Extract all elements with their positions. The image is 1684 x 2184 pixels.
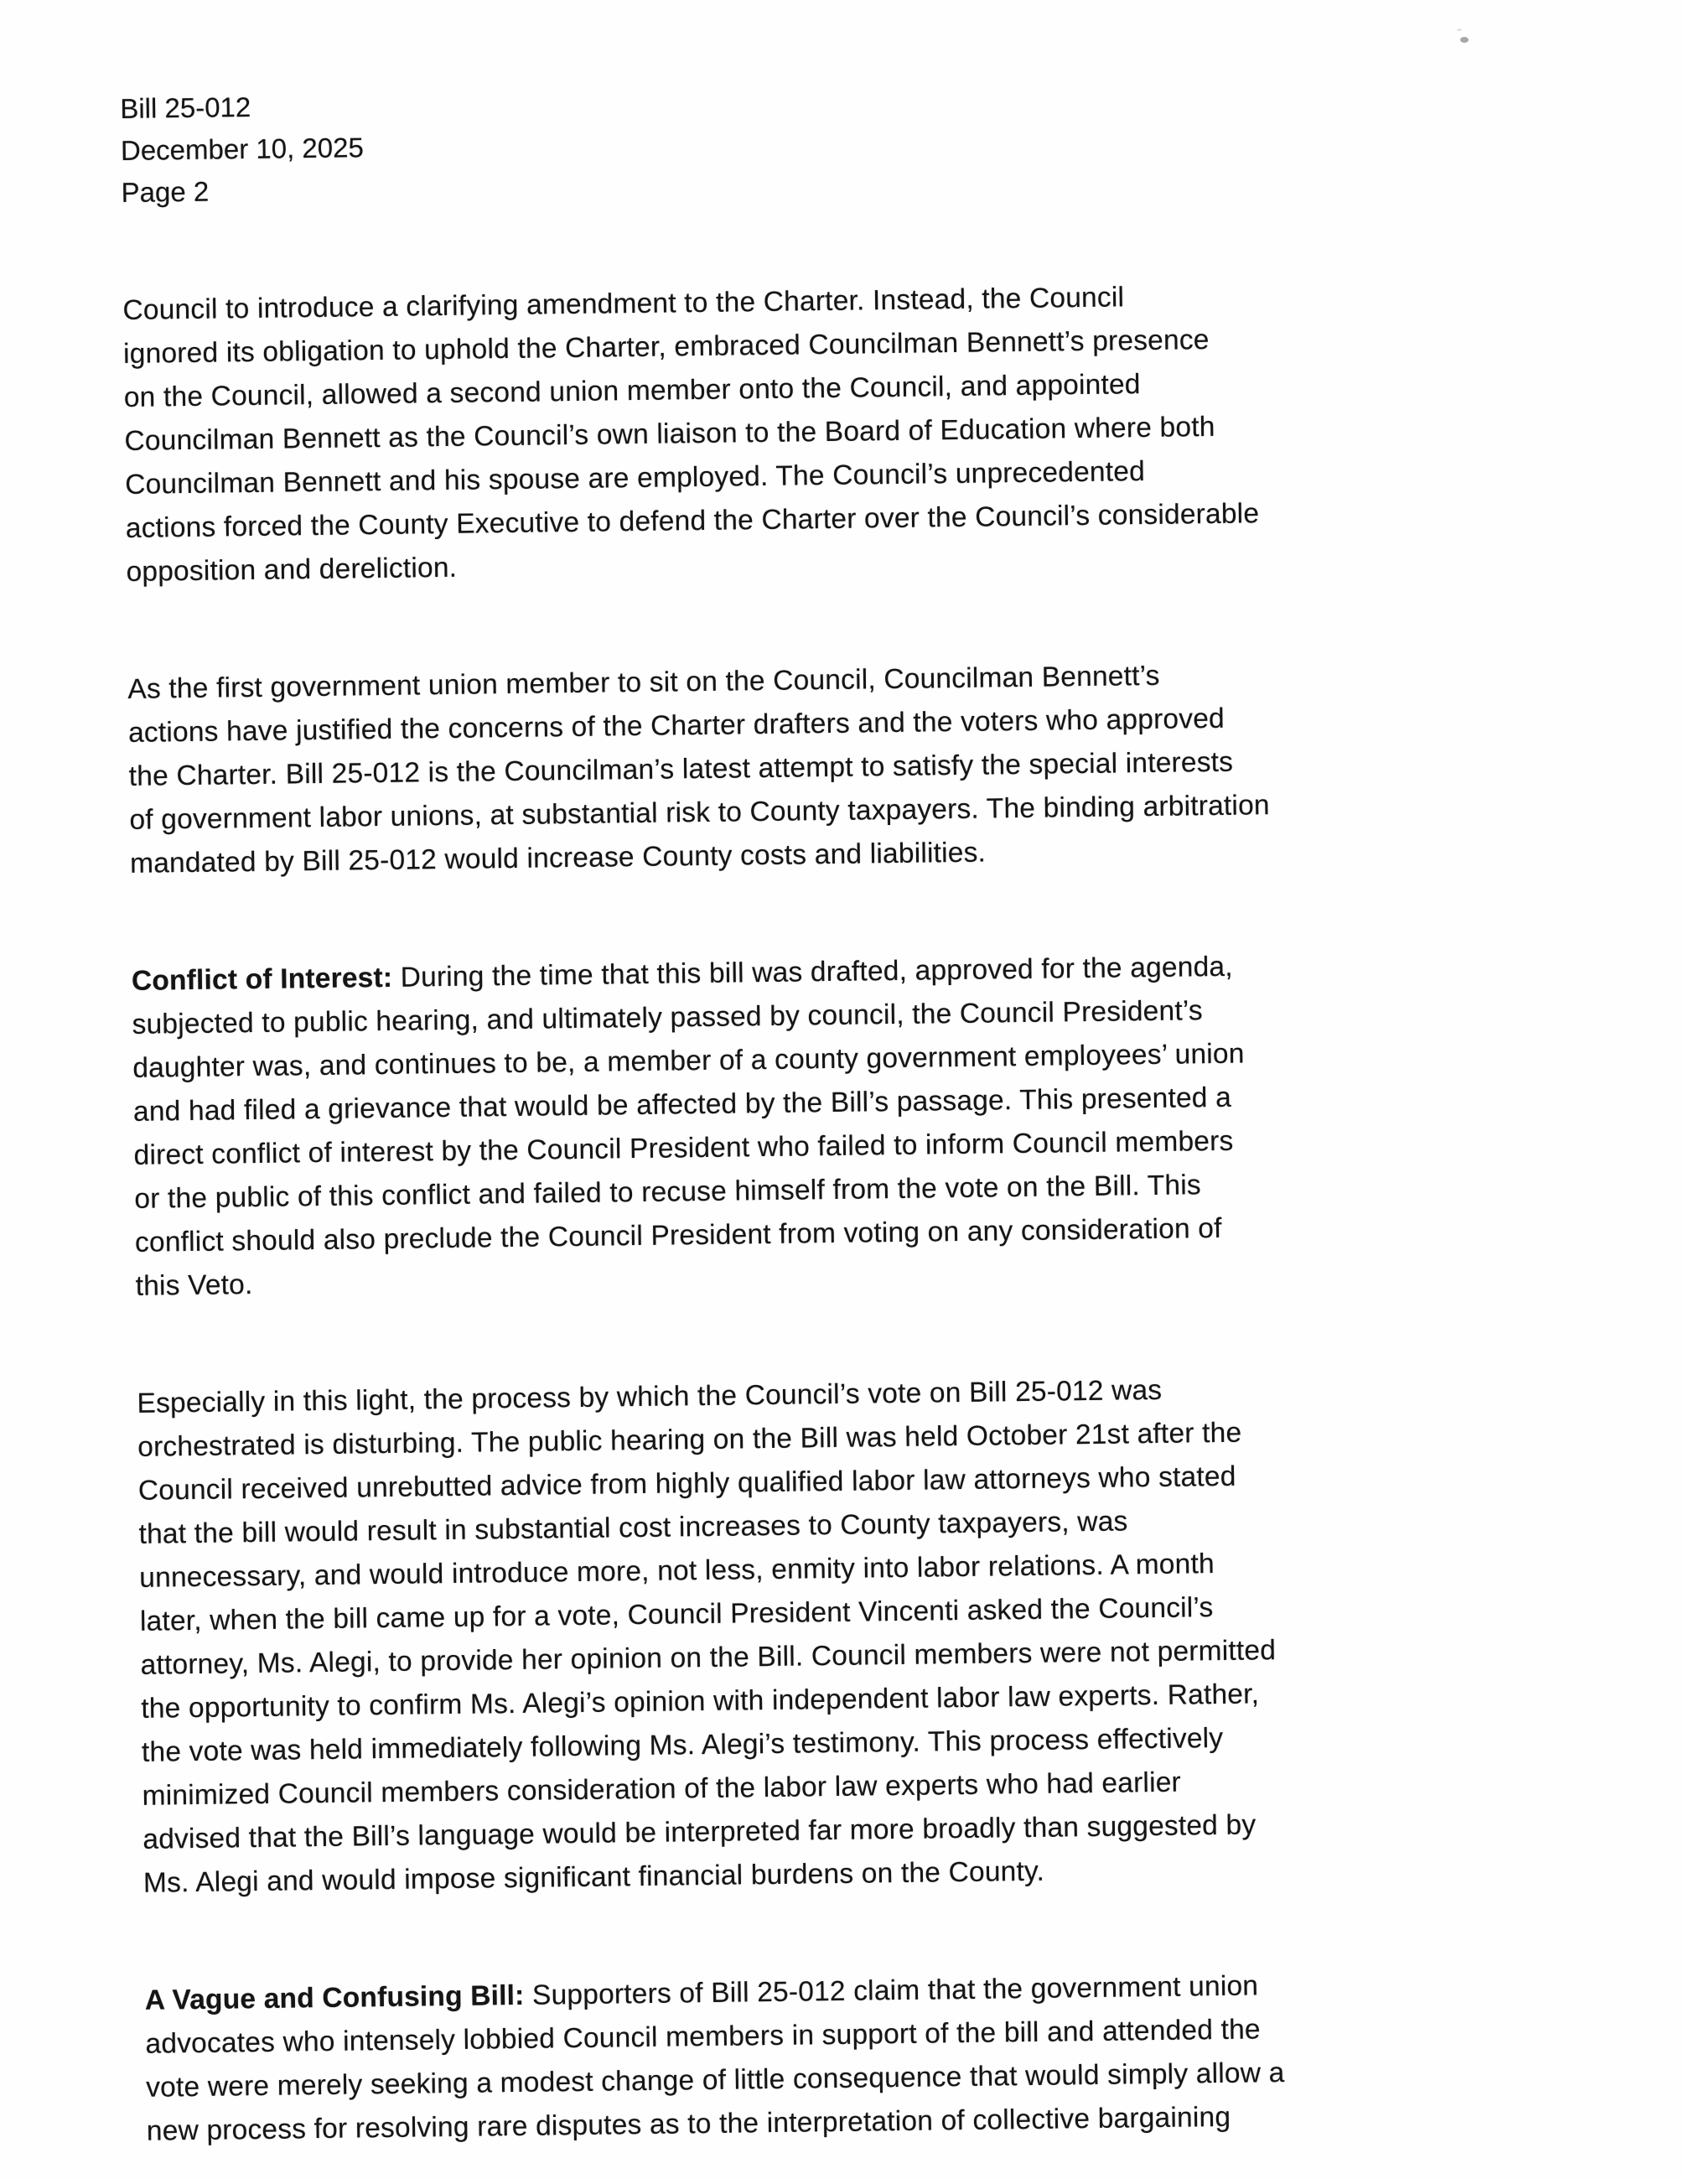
paragraph-text: As the first government union member to sit on the Council, Councilman Bennett’s actions have justified the concerns of the Charter drafters and the voters who approved the Charter. Bill 25-012 is the Councilman’s latest attempt to satisfy the special interests of government labor unions, at substantial risk to County taxpayers. The binding arbitration mandated by Bill 25-012 would increase County costs and liabilities. (127, 661, 1270, 879)
paragraph-lead-conflict-of-interest: Conflict of Interest: (132, 962, 393, 997)
paragraph-text: Especially in this light, the process by which the Council’s vote on Bill 25-012 was orchestrated is disturbing. The public hearing on the Bill was held October 21st after the Council received unrebutted advice from highly qualified labor law attorneys who stated that the bill would result in substantial cost increases to County taxpayers, was unnecessary, and would introduce more, not less, enmity into labor relations. A month later, when the bill came up for a vote, Council President Vincenti asked the Council’s attorney, Ms. Alegi, to provide her opinion on the Bill. Council members were not permitted the opportunity to confirm Ms. Alegi’s opinion with independent labor law experts. Rather, the vote was held immediately following Ms. Alegi’s testimony. This process effectively minimized Council members consideration of the labor law experts who had earlier advised that the Bill’s language would be interpreted far more broadly than suggested by Ms. Alegi and would impose significant financial burdens on the County. (137, 1375, 1276, 1899)
document-header: Bill 25-012 December 10, 2025 Page 2 (120, 68, 1639, 214)
paragraph-vague-confusing-bill (144, 1916, 1664, 2154)
paragraph-text: During the time that this bill was drafted, approved for the agenda, subjected to public hearing, and ultimately passed by council, the Council President’s daughter was, and continues to be, a member of a county government employees’ union and had filed a grievance that would be affected by the Bill’s passage. This presented a direct conflict of interest by the Council President who failed to inform Council members or the public of this conflict and failed to recuse himself from the vote on the Bill. This conflict should also preclude the Council President from voting on any consideration of this Veto. (132, 952, 1244, 1302)
paragraph-text: Council to introduce a clarifying amendment to the Charter. Instead, the Council ignored its obligation to uphold the Charter, embraced Councilman Bennett’s presence on the Council, allowed a second union member onto the Council, and appointed Councilman Bennett as the Council’s own liaison to the Board of Education where both Councilman Bennett and his spouse are employed. The Council’s unprecedented actions forced the County Executive to defend the Charter over the Council’s considerable opposition and dereliction. (122, 282, 1259, 588)
paragraph-union-member (127, 604, 1647, 886)
paragraph-conflict-of-interest (131, 896, 1653, 1309)
paragraph-vote-process (137, 1319, 1661, 1906)
paragraph-charter-obligation (122, 226, 1643, 594)
paragraph-lead-vague-bill: A Vague and Confusing Bill: (145, 1980, 525, 2016)
paragraph-text: Supporters of Bill 25-012 claim that the government union advocates who intensely lobbied Council members in support of the bill and attended the vote were merely seeking a modest change of little consequence that would simply allow a new process for resolving rare disputes as to the interpretation of collective bargaining (145, 1970, 1284, 2146)
letter-body (120, 68, 1665, 2183)
scan-artifact-speck (1460, 37, 1469, 43)
